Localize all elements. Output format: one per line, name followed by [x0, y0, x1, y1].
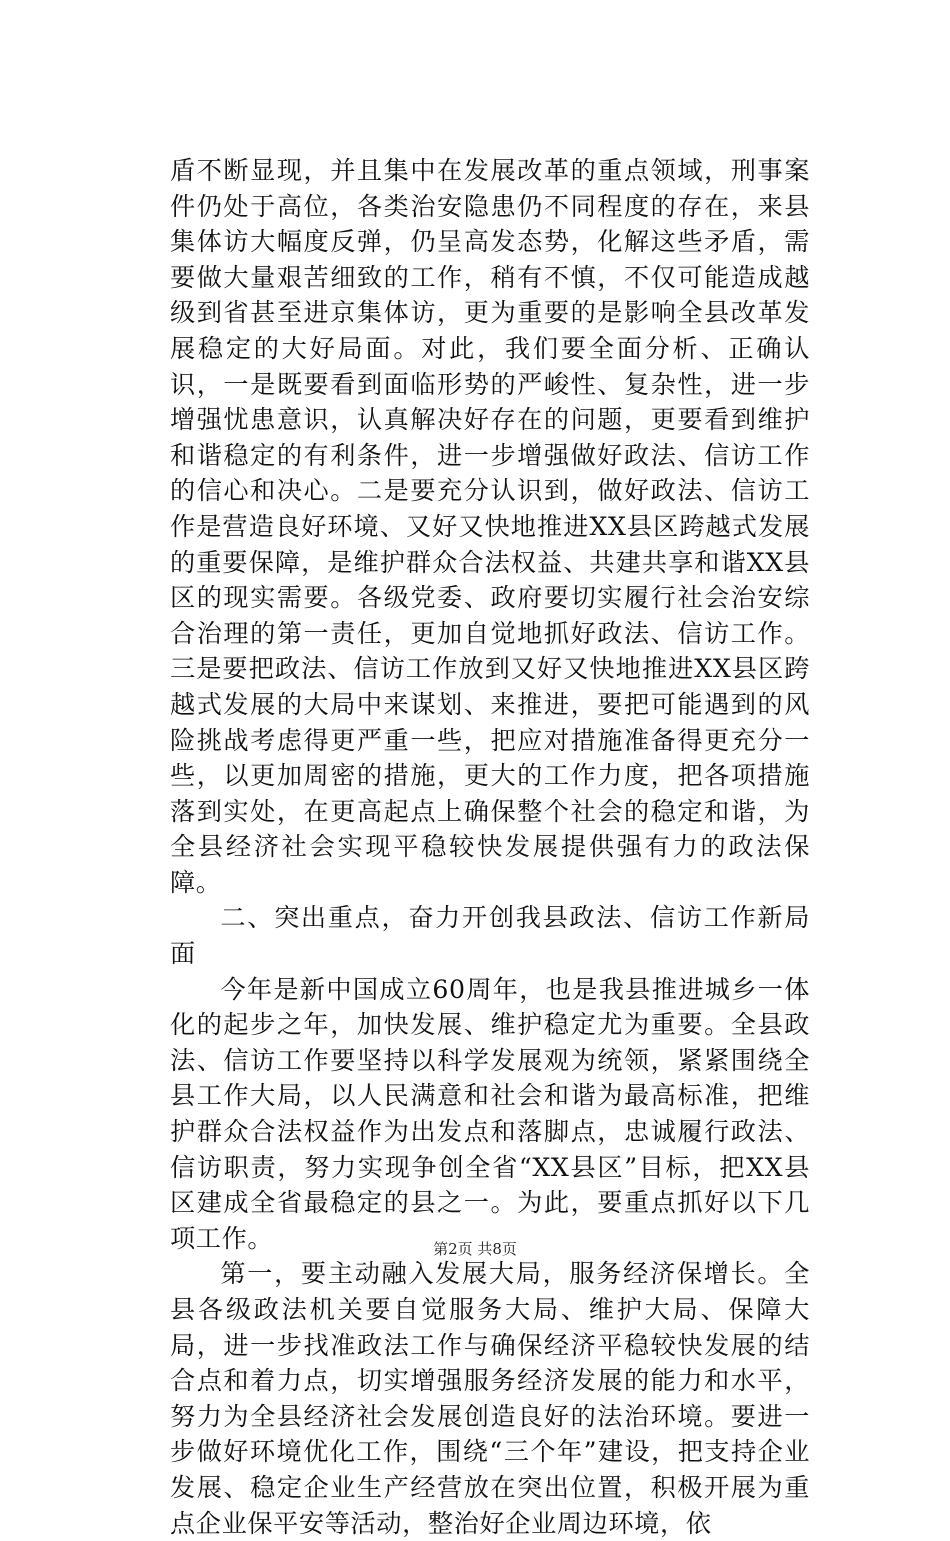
document-body: [170, 153, 810, 1541]
paragraph-first-point: 第一，要主动融入发展大局，服务经济保增长。全县各级政法机关要自觉服务大局、维护大局、保障大局，进一步找准政法工作与确保经济平稳较快发展的结合点和着力点，切实增强服务经济发展的能力和水平，努力为全县经济社会发展创造良好的法治环境。要进一步做好环境优化工作，围绕“三个年”建设，把支持企业发展、稳定企业生产经营放在突出位置，积极开展为重点企业保平安等活动，整治好企业周边环境，依: [170, 1259, 810, 1538]
page-number-footer: 第2页 共8页: [433, 1240, 517, 1258]
paragraph-intro: 今年是新中国成立60周年，也是我县推进城乡一体化的起步之年，加快发展、维护稳定尤为重要。全县政法、信访工作要坚持以科学发展观为统领，紧紧围绕全县工作大局，以人民满意和社会和谐为最高标准，把维护群众合法权益作为出发点和落脚点，忠诚履行政法、信访职责，努力实现争创全省“XX县区”目标，把XX县区建成全省最稳定的县之一。为此，要重点抓好以下几项工作。: [170, 974, 810, 1253]
section-heading: 二、突出重点，奋力开创我县政法、信访工作新局面: [170, 903, 810, 969]
paragraph-continued: 盾不断显现，并且集中在发展改革的重点领域，刑事案件仍处于高位，各类治安隐患仍不同程度的存在，来县集体访大幅度反弹，仍呈高发态势，化解这些矛盾，需要做大量艰苦细致的工作，稍有不慎，不仅可能造成越级到省甚至进京集体访，更为重要的是影响全县改革发展稳定的大好局面。对此，我们要全面分析、正确认识，一是既要看到面临形势的严峻性、复杂性，进一步增强忧患意识，认真解决好存在的问题，更要看到维护和谐稳定的有利条件，进一步增强做好政法、信访工作的信心和决心。二是要充分认识到，做好政法、信访工作是营造良好环境、又好又快地推进XX县区跨越式发展的重要保障，是维护群众合法权益、共建共享和谐XX县区的现实需要。各级党委、政府要切实履行社会治安综合治理的第一责任，更加自觉地抓好政法、信访工作。三是要把政法、信访工作放到又好又快地推进XX县区跨越式发展的大局中来谋划、来推进，要把可能遇到的风险挑战考虑得更严重一些，把应对措施准备得更充分一些，以更加周密的措施，更大的工作力度，把各项措施落到实处，在更高起点上确保整个社会的稳定和谐，为全县经济社会实现平稳较快发展提供强有力的政法保障。: [170, 156, 810, 897]
